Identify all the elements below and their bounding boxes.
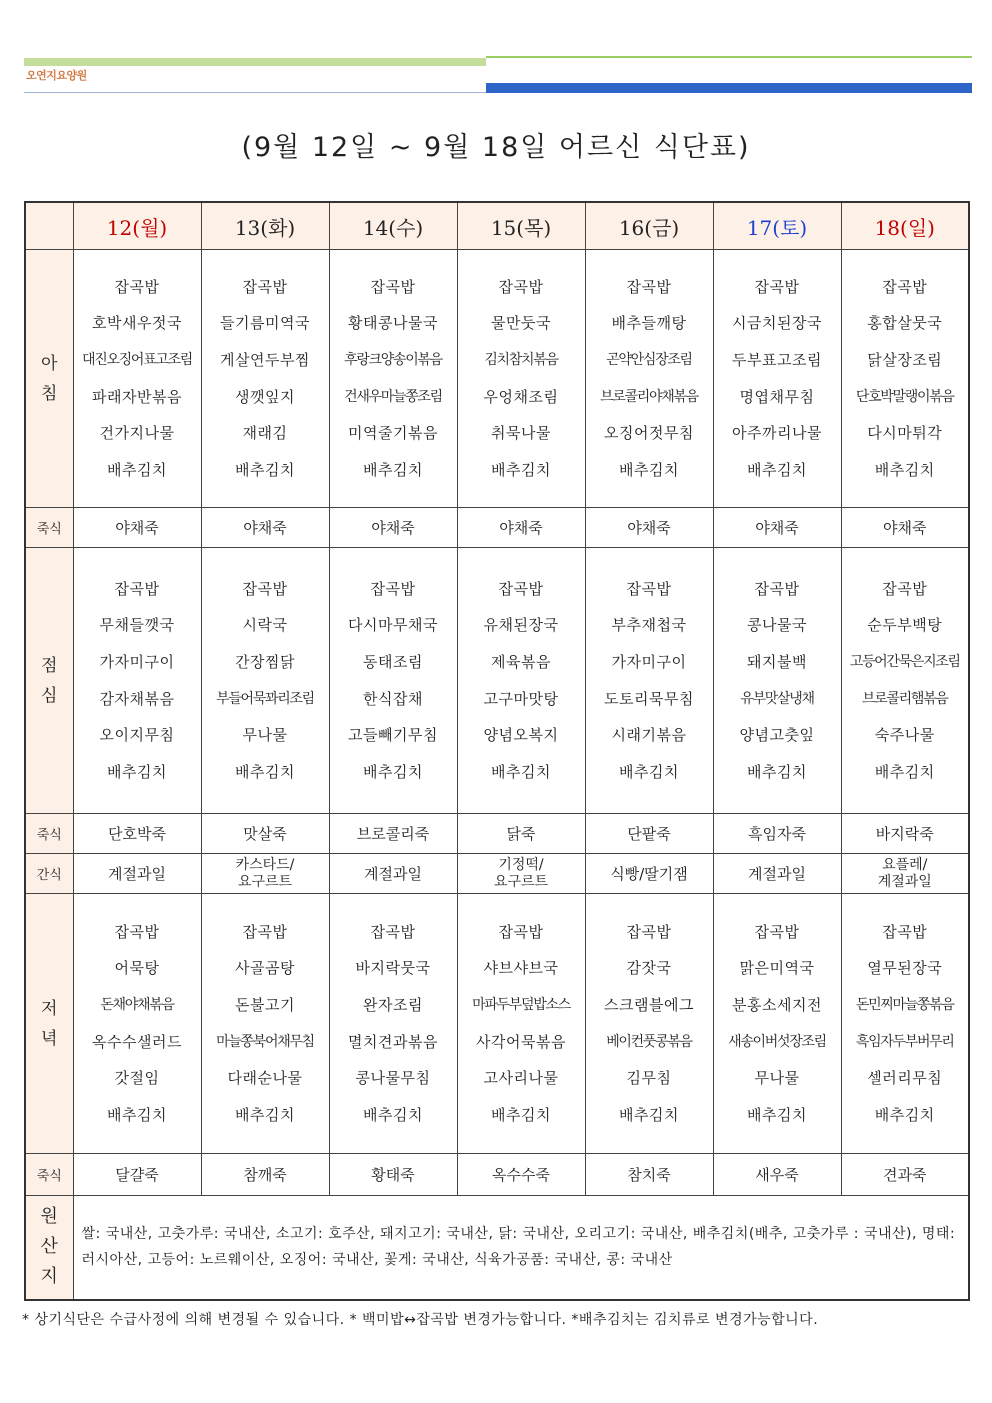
- lunch-menu-cell: [457, 548, 585, 814]
- menu-item: 배추김치: [747, 762, 807, 781]
- menu-item: 고등어간묵은지조림: [849, 653, 960, 670]
- menu-item: 바지락뭇국: [355, 959, 431, 978]
- footnote: * 상기식단은 수급사정에 의해 변경될 수 있습니다. * 백미밥↔잡곡밥 변경가능합니다. *배추김치는 김치류로 변경가능합니다.: [22, 1312, 819, 1328]
- lunch-porridge-cell: 바지락죽: [841, 814, 969, 854]
- day-header: 16(금): [585, 202, 713, 250]
- lunch-snack-line: 기정떡/: [498, 856, 544, 873]
- menu-item: 우엉채조림: [483, 387, 559, 406]
- lunch-porridge-cell: 닭죽: [457, 814, 585, 854]
- meal-plan-table: [24, 201, 970, 1301]
- lunch-label: [25, 548, 73, 814]
- dinner-label-char: 녁: [41, 1028, 58, 1049]
- dinner-label: [25, 894, 73, 1154]
- menu-item: 샤브샤브국: [483, 959, 559, 978]
- menu-item: 생깻잎지: [235, 387, 295, 406]
- origin-row: [25, 1196, 969, 1300]
- menu-item: 파래자반볶음: [92, 387, 182, 406]
- menu-item: 무나물: [242, 726, 288, 745]
- breakfast-menu-cell: [73, 250, 201, 508]
- breakfast-porridge-cell: 야채죽: [329, 508, 457, 548]
- menu-item: 잡곡밥: [242, 277, 288, 296]
- breakfast-porridge-cell: 야채죽: [201, 508, 329, 548]
- dinner-menu-cell: [457, 894, 585, 1154]
- menu-item: 도토리묵무침: [604, 689, 694, 708]
- menu-item: 취묵나물: [491, 424, 551, 443]
- origin-label-char: 산: [40, 1236, 58, 1258]
- breakfast-porridge-cell: 야채죽: [73, 508, 201, 548]
- menu-item: 배추김치: [874, 1105, 935, 1124]
- menu-item: 잡곡밥: [114, 922, 160, 941]
- brand-name: 오연지요양원: [26, 69, 87, 82]
- lunch-porridge-row: [25, 814, 969, 854]
- menu-item: 잡곡밥: [882, 922, 928, 941]
- menu-item: 잡곡밥: [498, 922, 544, 941]
- menu-item: 닭살장조림: [867, 350, 943, 369]
- menu-item: 고들빼기무침: [348, 726, 438, 745]
- menu-item: 돈채야채볶음: [100, 996, 174, 1013]
- lunch-snack-line: 요구르트: [493, 873, 549, 890]
- menu-item: 콩나물무침: [355, 1069, 431, 1088]
- menu-item: 다시마튀각: [867, 424, 943, 443]
- menu-item: 배추김치: [235, 762, 295, 781]
- day-header: 12(월): [73, 202, 201, 250]
- menu-item: 사골곰탕: [235, 959, 295, 978]
- breakfast-porridge-cell: 야채죽: [585, 508, 713, 548]
- menu-item: 마파두부덮밥소스: [472, 996, 570, 1013]
- menu-item: 잡곡밥: [370, 277, 416, 296]
- lunch-snack-line: 요플레/: [882, 856, 928, 873]
- menu-item: 갓절임: [114, 1069, 160, 1088]
- dinner-porridge-row: [25, 1154, 969, 1196]
- dinner-menu-cell: [73, 894, 201, 1154]
- menu-item: 가자미구이: [611, 652, 687, 671]
- menu-item: 스크램블에그: [604, 995, 694, 1014]
- menu-item: 감자채볶음: [99, 689, 175, 708]
- menu-item: 돈불고기: [235, 995, 295, 1014]
- lunch-snack-line: 계절과일: [748, 865, 806, 883]
- menu-item: 순두부백탕: [867, 616, 943, 635]
- menu-item: 배추김치: [619, 762, 679, 781]
- lunch-menu-cell: [329, 548, 457, 814]
- menu-item: 단호박말랭이볶음: [855, 388, 954, 405]
- menu-item: 배추김치: [363, 762, 423, 781]
- menu-item: 배추김치: [747, 460, 807, 479]
- breakfast-menu-cell: [329, 250, 457, 508]
- header-divider: [24, 92, 486, 93]
- lunch-menu-cell: [73, 548, 201, 814]
- lunch-menu-cell: [585, 548, 713, 814]
- menu-item: 양념오복지: [483, 726, 559, 745]
- menu-item: 김치참치볶음: [484, 351, 558, 368]
- menu-item: 간장찜닭: [235, 652, 295, 671]
- menu-item: 잡곡밥: [626, 579, 672, 598]
- menu-item: 고사리나물: [483, 1069, 559, 1088]
- origin-label: [25, 1196, 73, 1300]
- lunch-menu-cell: [841, 548, 969, 814]
- menu-item: 배추김치: [235, 460, 295, 479]
- breakfast-label-char: 침: [41, 383, 58, 404]
- menu-item: 잡곡밥: [754, 579, 800, 598]
- menu-item: 브로콜리햄볶음: [861, 690, 948, 707]
- menu-item: 오징어젓무침: [604, 424, 694, 443]
- menu-item: 아주까리나물: [732, 424, 822, 443]
- breakfast-label: [25, 250, 73, 508]
- menu-item: 오이지무침: [99, 726, 175, 745]
- menu-item: 잡곡밥: [370, 579, 416, 598]
- origin-label-char: 지: [40, 1266, 58, 1288]
- lunch-snack-line: 요구르트: [237, 873, 293, 890]
- menu-item: 배추김치: [491, 460, 551, 479]
- menu-item: 사각어묵볶음: [476, 1032, 566, 1051]
- menu-item: 양념고춧잎: [739, 726, 815, 745]
- menu-item: 시래기볶음: [611, 726, 687, 745]
- header-accent-green-thin: [486, 56, 972, 58]
- breakfast-menu-cell: [841, 250, 969, 508]
- menu-item: 다래순나물: [227, 1069, 303, 1088]
- breakfast-row: [25, 250, 969, 508]
- day-header: 17(토): [713, 202, 841, 250]
- menu-item: 잡곡밥: [242, 922, 288, 941]
- menu-item: 콩나물국: [747, 616, 807, 635]
- menu-item: 게살연두부찜: [220, 350, 310, 369]
- day-header: 15(목): [457, 202, 585, 250]
- menu-item: 배추들깨탕: [611, 314, 687, 333]
- lunch-snack-line: 카스타드/: [235, 856, 295, 873]
- lunch-snack-cell: [841, 854, 969, 894]
- lunch-snack-cell: [73, 854, 201, 894]
- menu-item: 후랑크양송이볶음: [344, 351, 442, 368]
- menu-item: 잡곡밥: [498, 579, 544, 598]
- menu-item: 배추김치: [874, 762, 935, 781]
- dinner-menu-cell: [713, 894, 841, 1154]
- corner-cell: [25, 202, 73, 250]
- menu-item: 잡곡밥: [882, 277, 928, 296]
- menu-item: 새송이버섯장조림: [728, 1033, 826, 1050]
- breakfast-label-char: 아: [41, 353, 58, 374]
- menu-item: 다시마무채국: [348, 616, 438, 635]
- lunch-snack-row: [25, 854, 969, 894]
- lunch-porridge-cell: 흑임자죽: [713, 814, 841, 854]
- dinner-menu-cell: [585, 894, 713, 1154]
- menu-item: 열무된장국: [867, 959, 943, 978]
- lunch-snack-label: 간식: [25, 854, 73, 894]
- menu-item: 완자조림: [363, 995, 423, 1014]
- menu-item: 곤약안심장조림: [606, 351, 692, 368]
- menu-item: 맑은미역국: [739, 959, 815, 978]
- menu-item: 두부표고조림: [732, 350, 822, 369]
- menu-item: 시락국: [242, 616, 288, 635]
- menu-item: 배추김치: [107, 1105, 167, 1124]
- menu-item: 황태콩나물국: [348, 314, 438, 333]
- origin-text: 쌀: 국내산, 고춧가루: 국내산, 소고기: 호주산, 돼지고기: 국내산, 닭: 국내산, 오리고기: 국내산, 배추김치(배추, 고춧가루 : 국내산), 명태: 러시아산, 고등어: 노르웨이산, 오징어: 국내산, 꽃게: 국내산, 식육가공품: 국내산, 콩: 국내산: [73, 1196, 969, 1300]
- lunch-porridge-cell: 단호박죽: [73, 814, 201, 854]
- origin-label-char: 원: [40, 1206, 58, 1228]
- menu-item: 배추김치: [107, 460, 167, 479]
- lunch-label-char: 점: [41, 655, 58, 676]
- menu-item: 유부맛살냉채: [740, 690, 814, 707]
- menu-item: 한식잡채: [363, 689, 423, 708]
- menu-item: 옥수수샐러드: [92, 1032, 182, 1051]
- breakfast-porridge-cell: 야채죽: [841, 508, 969, 548]
- lunch-snack-line: 식빵/딸기잼: [610, 865, 688, 883]
- menu-item: 분홍소세지전: [732, 995, 822, 1014]
- menu-item: 무채들깻국: [99, 616, 175, 635]
- menu-item: 배추김치: [491, 762, 551, 781]
- header-accent-green: [24, 58, 486, 66]
- menu-item: 돼지불백: [747, 652, 807, 671]
- menu-item: 돈민찌마늘쫑볶음: [855, 996, 954, 1013]
- breakfast-porridge-row: [25, 508, 969, 548]
- breakfast-menu-cell: [585, 250, 713, 508]
- menu-item: 잡곡밥: [242, 579, 288, 598]
- menu-item: 잡곡밥: [626, 277, 672, 296]
- lunch-snack-line: 계절과일: [108, 865, 166, 883]
- menu-item: 가자미구이: [99, 652, 175, 671]
- menu-item: 배추김치: [363, 1105, 423, 1124]
- dinner-porridge-cell: 황태죽: [329, 1154, 457, 1196]
- menu-item: 배추김치: [619, 1105, 679, 1124]
- lunch-snack-cell: [201, 854, 329, 894]
- menu-item: 물만둣국: [491, 314, 551, 333]
- menu-item: 잡곡밥: [754, 922, 800, 941]
- menu-item: 무나물: [754, 1069, 800, 1088]
- menu-item: 배추김치: [107, 762, 167, 781]
- breakfast-menu-cell: [713, 250, 841, 508]
- menu-item: 잡곡밥: [626, 922, 672, 941]
- dinner-porridge-cell: 옥수수죽: [457, 1154, 585, 1196]
- header-accent-blue: [486, 83, 972, 93]
- menu-item: 잡곡밥: [882, 579, 928, 598]
- menu-item: 마늘쫑북어채무침: [216, 1033, 314, 1050]
- dinner-menu-cell: [841, 894, 969, 1154]
- menu-item: 대진오징어표고조림: [81, 351, 192, 368]
- menu-item: 동태조림: [363, 652, 423, 671]
- menu-item: 명엽채무침: [739, 387, 815, 406]
- dinner-menu-cell: [329, 894, 457, 1154]
- menu-item: 배추김치: [874, 460, 935, 479]
- menu-item: 베이컨풋콩볶음: [606, 1033, 692, 1050]
- breakfast-menu-cell: [201, 250, 329, 508]
- day-header-row: [25, 202, 969, 250]
- dinner-label-char: 저: [41, 998, 58, 1019]
- day-header: 14(수): [329, 202, 457, 250]
- lunch-snack-cell: [329, 854, 457, 894]
- menu-item: 숙주나물: [874, 726, 935, 745]
- menu-item: 들기름미역국: [220, 314, 310, 333]
- menu-item: 브로콜리야채볶음: [600, 388, 698, 405]
- lunch-porridge-cell: 브로콜리죽: [329, 814, 457, 854]
- menu-item: 미역줄기볶음: [348, 424, 438, 443]
- menu-item: 잡곡밥: [114, 579, 160, 598]
- menu-item: 셀러리무침: [867, 1069, 943, 1088]
- page-title: (9월 12일 ~ 9월 18일 어르신 식단표): [241, 132, 751, 163]
- menu-item: 잡곡밥: [114, 277, 160, 296]
- dinner-menu-cell: [201, 894, 329, 1154]
- lunch-snack-line: 계절과일: [877, 873, 932, 890]
- menu-item: 고구마맛탕: [483, 689, 559, 708]
- lunch-snack-line: 계절과일: [364, 865, 422, 883]
- lunch-menu-cell: [201, 548, 329, 814]
- menu-item: 건새우마늘쫑조림: [344, 388, 442, 405]
- menu-item: 어묵탕: [114, 959, 160, 978]
- menu-item: 배추김치: [619, 460, 679, 479]
- menu-item: 배추김치: [363, 460, 423, 479]
- dinner-porridge-cell: 참치죽: [585, 1154, 713, 1196]
- menu-item: 김무침: [626, 1069, 672, 1088]
- breakfast-porridge-label: 죽식: [25, 508, 73, 548]
- menu-item: 잡곡밥: [754, 277, 800, 296]
- menu-item: 잡곡밥: [370, 922, 416, 941]
- dinner-porridge-label: 죽식: [25, 1154, 73, 1196]
- menu-item: 배추김치: [235, 1105, 295, 1124]
- lunch-snack-cell: [585, 854, 713, 894]
- breakfast-porridge-cell: 야채죽: [713, 508, 841, 548]
- menu-item: 부추재첩국: [611, 616, 687, 635]
- menu-item: 시금치된장국: [732, 314, 822, 333]
- lunch-row: [25, 548, 969, 814]
- menu-item: 유채된장국: [483, 616, 559, 635]
- lunch-menu-cell: [713, 548, 841, 814]
- menu-item: 재래김: [242, 424, 288, 443]
- dinner-row: [25, 894, 969, 1154]
- menu-item: 배추김치: [747, 1105, 807, 1124]
- lunch-porridge-label: 죽식: [25, 814, 73, 854]
- day-header: 18(일): [841, 202, 969, 250]
- breakfast-porridge-cell: 야채죽: [457, 508, 585, 548]
- day-header: 13(화): [201, 202, 329, 250]
- dinner-porridge-cell: 새우죽: [713, 1154, 841, 1196]
- dinner-porridge-cell: 참깨죽: [201, 1154, 329, 1196]
- menu-item: 부들어묵꽈리조림: [216, 690, 314, 707]
- menu-item: 감잣국: [626, 959, 672, 978]
- menu-item: 건가지나물: [99, 424, 175, 443]
- menu-item: 잡곡밥: [498, 277, 544, 296]
- dinner-porridge-cell: 견과죽: [841, 1154, 969, 1196]
- menu-item: 제육볶음: [491, 652, 551, 671]
- menu-item: 배추김치: [491, 1105, 551, 1124]
- lunch-porridge-cell: 맛살죽: [201, 814, 329, 854]
- dinner-porridge-cell: 달걀죽: [73, 1154, 201, 1196]
- menu-item: 흑임자두부버무리: [855, 1033, 954, 1050]
- lunch-label-char: 심: [41, 685, 58, 706]
- menu-item: 호박새우젓국: [92, 314, 182, 333]
- breakfast-menu-cell: [457, 250, 585, 508]
- lunch-snack-cell: [457, 854, 585, 894]
- menu-item: 멸치견과볶음: [348, 1032, 438, 1051]
- lunch-porridge-cell: 단팥죽: [585, 814, 713, 854]
- menu-item: 홍합살뭇국: [867, 314, 943, 333]
- lunch-snack-cell: [713, 854, 841, 894]
